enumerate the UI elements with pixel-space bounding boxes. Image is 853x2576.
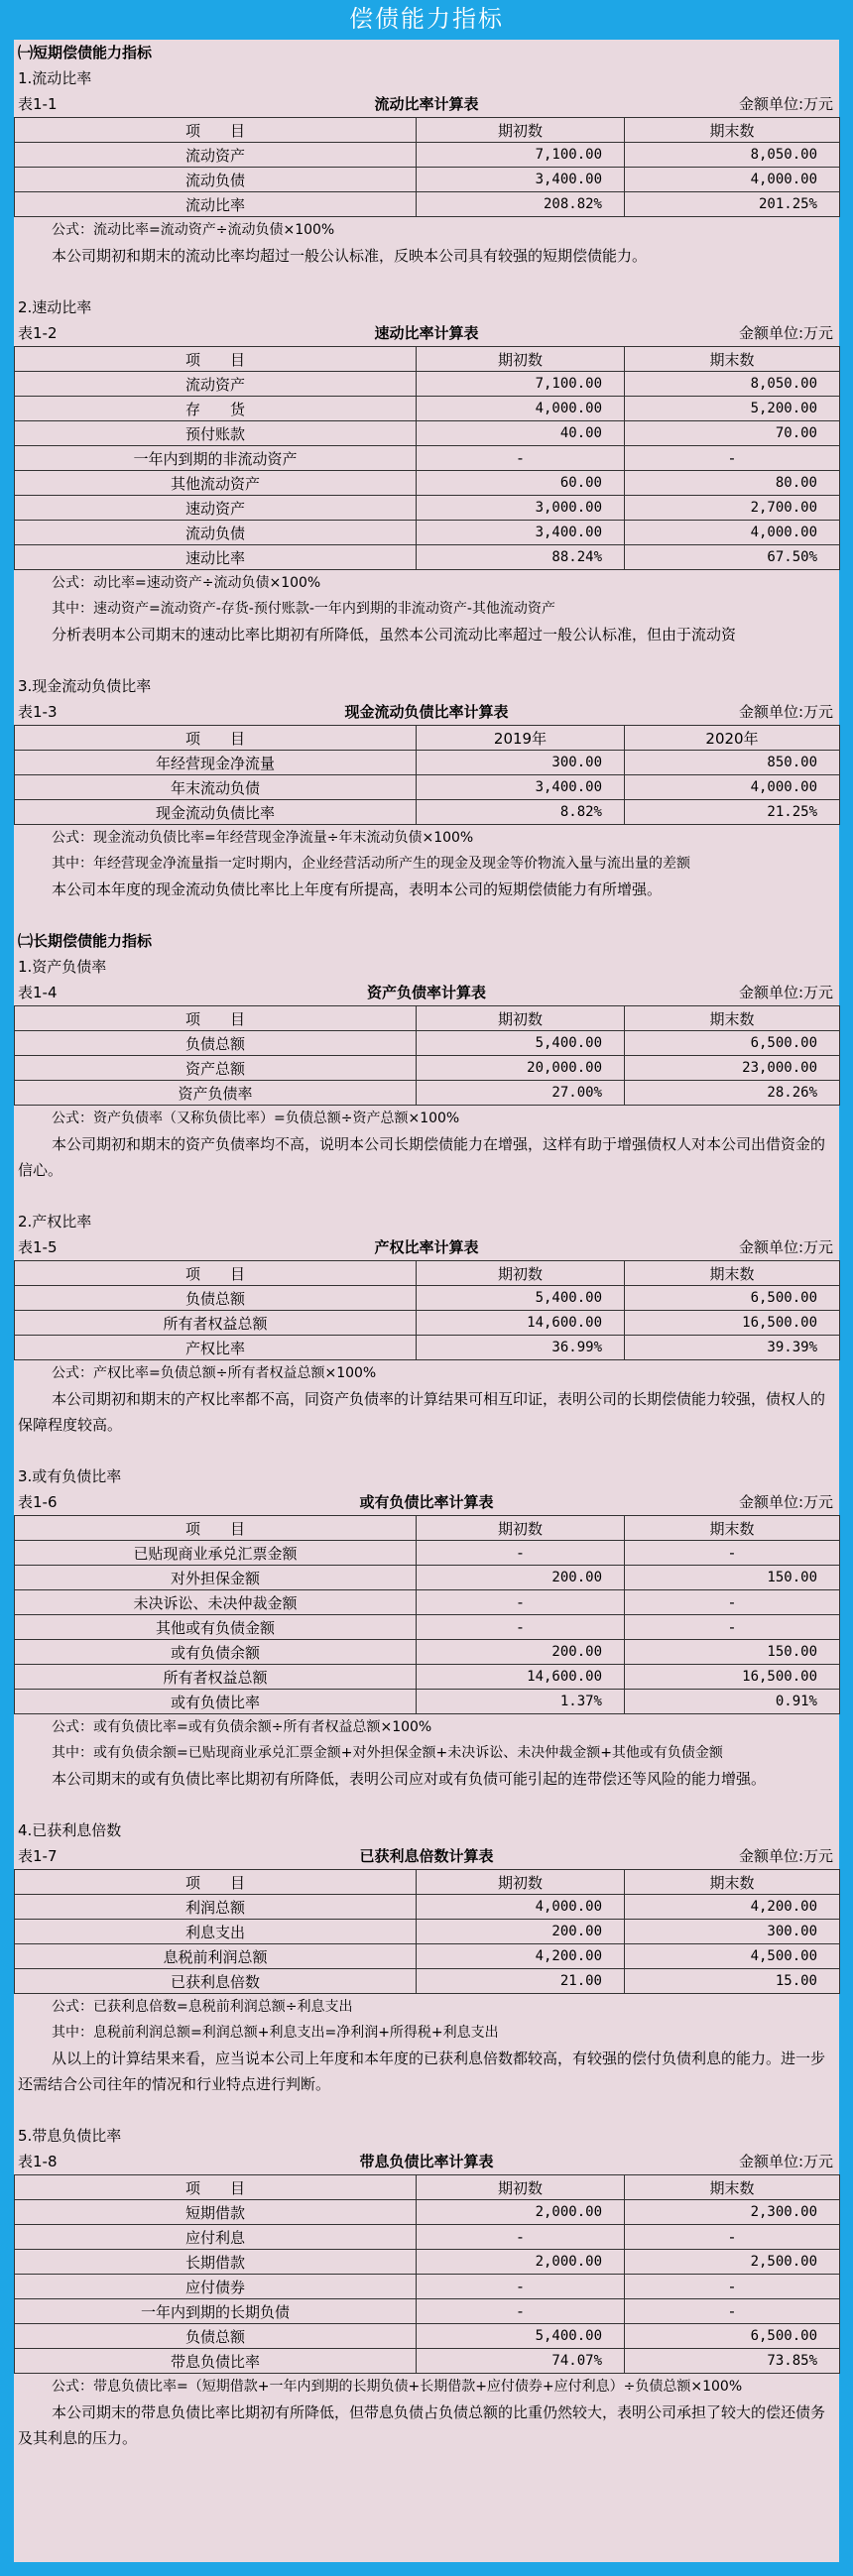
header-closing: 期末数 [625,1261,840,1286]
table-caption [14,980,839,1005]
header-item: 项 目 [15,347,417,372]
header-item: 项 目 [15,1006,417,1031]
opening-value-cell: 14,600.00 [417,1665,625,1690]
table-caption [14,320,839,346]
table-title: 已获利息倍数计算表 [359,1847,494,1865]
opening-value-cell: 200.00 [417,1566,625,1590]
row-label-cell: 产权比率 [15,1336,417,1360]
row-label-cell: 其他或有负债金额 [15,1615,417,1640]
opening-value-cell: 208.82% [417,192,625,217]
opening-value-cell: 4,200.00 [417,1944,625,1969]
closing-value-cell: 4,500.00 [625,1944,840,1969]
opening-value-cell: 300.00 [417,751,625,775]
data-table [14,346,840,570]
table-row [15,2250,840,2275]
opening-value-cell: 5,400.00 [417,2324,625,2349]
table-title: 流动比率计算表 [374,95,479,113]
closing-value-cell: 150.00 [625,1566,840,1590]
table-row [15,521,840,545]
opening-value-cell: - [417,1615,625,1640]
unit-label: 金额单位:万元 [738,1493,833,1511]
closing-value-cell: 39.39% [625,1336,840,1360]
row-label-cell: 流动比率 [15,192,417,217]
table-row [15,446,840,471]
row-label-cell: 应付利息 [15,2225,417,2250]
table-row [15,775,840,800]
formula-text: 公式：产权比率=负债总额÷所有者权益总额×100% [52,1365,377,1381]
table-row [15,1566,840,1590]
opening-value-cell: 7,100.00 [417,143,625,168]
section-heading-long-term: ㈡长期偿债能力指标 [18,932,153,950]
row-label-cell: 所有者权益总额 [15,1311,417,1336]
header-item: 项 目 [15,1261,417,1286]
table-row [15,1615,840,1640]
table-row [15,1031,840,1056]
header-item: 项 目 [15,726,417,751]
row-label-cell: 年经营现金净流量 [15,751,417,775]
table-header-row [15,2175,840,2200]
closing-value-cell: 8,050.00 [625,372,840,397]
closing-value-cell: 201.25% [625,192,840,217]
header-item: 项 目 [15,1516,417,1541]
analysis-text: 本公司期初和期末的流动比率均超过一般公认标准，反映本公司具有较强的短期偿债能力。 [52,247,648,265]
opening-value-cell: 8.82% [417,800,625,825]
row-label-cell: 流动资产 [15,143,417,168]
analysis-text: 本公司期末的或有负债比率比期初有所降低，表明公司应对或有负债可能引起的连带偿还等风险的能力增强。 [52,1770,767,1788]
row-label-cell: 流动负债 [15,521,417,545]
table-row [15,2324,840,2349]
table-header-row [15,1261,840,1286]
header-opening: 期初数 [417,2175,625,2200]
table-caption [14,699,839,725]
table-caption [14,91,839,117]
table-row [15,471,840,496]
opening-value-cell: 3,400.00 [417,775,625,800]
closing-value-cell: 73.85% [625,2349,840,2374]
document-body [14,40,839,2451]
table-number: 表1-3 [18,703,58,721]
closing-value-cell: 4,200.00 [625,1895,840,1920]
row-label-cell: 已贴现商业承兑汇票金额 [15,1541,417,1566]
opening-value-cell: 40.00 [417,421,625,446]
closing-value-cell: - [625,1590,840,1615]
closing-value-cell: 6,500.00 [625,2324,840,2349]
table-row [15,2200,840,2225]
opening-value-cell: 74.07% [417,2349,625,2374]
table-row [15,1286,840,1311]
table-caption [14,1489,839,1515]
header-opening: 期初数 [417,1870,625,1895]
row-label-cell: 利润总额 [15,1895,417,1920]
row-label-cell: 一年内到期的长期负债 [15,2299,417,2324]
table-row [15,1665,840,1690]
table-title: 资产负债率计算表 [366,984,486,1001]
item-label: 4.已获利息倍数 [18,1821,122,1839]
header-opening: 期初数 [417,1006,625,1031]
table-row [15,496,840,521]
opening-value-cell: 2,000.00 [417,2250,625,2275]
closing-value-cell: - [625,2225,840,2250]
table-number: 表1-6 [18,1493,58,1511]
row-label-cell: 流动资产 [15,372,417,397]
table-row [15,1056,840,1081]
opening-value-cell: - [417,1590,625,1615]
analysis-text: 本公司期初和期末的产权比率都不高，同资产负债率的计算结果可相互印证，表明公司的长期偿债能力较强，债权人的保障程度较高。 [18,1390,826,1434]
table-row [15,1969,840,1994]
formula-text: 公式：已获利息倍数=息税前利润总额÷利息支出 [52,1999,353,2015]
table-number: 表1-1 [18,95,58,113]
closing-value-cell: 5,200.00 [625,397,840,421]
header-opening: 期初数 [417,347,625,372]
closing-value-cell: 70.00 [625,421,840,446]
opening-value-cell: 2,000.00 [417,2200,625,2225]
table-row [15,2299,840,2324]
closing-value-cell: 4,000.00 [625,168,840,192]
table-row [15,421,840,446]
opening-value-cell: - [417,1541,625,1566]
section-heading-short-term: ㈠短期偿债能力指标 [18,44,153,61]
closing-value-cell: - [625,446,840,471]
header-opening: 期初数 [417,118,625,143]
formula-text: 公式：现金流动负债比率=年经营现金净流量÷年末流动负债×100% [52,830,474,846]
header-item: 项 目 [15,118,417,143]
opening-value-cell: 200.00 [417,1640,625,1665]
table-row [15,168,840,192]
closing-value-cell: 8,050.00 [625,143,840,168]
row-label-cell: 已获利息倍数 [15,1969,417,1994]
analysis-text: 本公司本年度的现金流动负债比率比上年度有所提高，表明本公司的短期偿债能力有所增强。 [52,880,663,898]
opening-value-cell: 21.00 [417,1969,625,1994]
formula-text: 公式：资产负债率（又称负债比率）=负债总额÷资产总额×100% [52,1111,460,1126]
header-closing: 期末数 [625,2175,840,2200]
item-label: 1.资产负债率 [18,958,107,976]
table-row [15,2225,840,2250]
row-label-cell: 其他流动资产 [15,471,417,496]
closing-value-cell: 150.00 [625,1640,840,1665]
opening-value-cell: - [417,2299,625,2324]
row-label-cell: 负债总额 [15,1286,417,1311]
table-row [15,1311,840,1336]
table-title: 现金流动负债比率计算表 [344,703,509,721]
opening-value-cell: 1.37% [417,1690,625,1714]
table-row [15,1944,840,1969]
header-closing: 期末数 [625,118,840,143]
row-label-cell: 年末流动负债 [15,775,417,800]
opening-value-cell: 20,000.00 [417,1056,625,1081]
opening-value-cell: 200.00 [417,1920,625,1944]
analysis-text: 从以上的计算结果来看，应当说本公司上年度和本年度的已获利息倍数都较高，有较强的偿付负债利息的能力。进一步还需结合公司往年的情况和行业特点进行判断。 [18,2049,826,2093]
closing-value-cell: 21.25% [625,800,840,825]
row-label-cell: 所有者权益总额 [15,1665,417,1690]
row-label-cell: 负债总额 [15,1031,417,1056]
opening-value-cell: 5,400.00 [417,1286,625,1311]
table-row [15,1920,840,1944]
data-table [14,2174,840,2374]
table-title: 速动比率计算表 [374,324,479,342]
row-label-cell: 资产总额 [15,1056,417,1081]
table-row [15,2349,840,2374]
unit-label: 金额单位:万元 [738,324,833,342]
row-label-cell: 资产负债率 [15,1081,417,1106]
note-text: 其中：年经营现金净流量指一定时期内，企业经营活动所产生的现金及现金等价物流入量与流出量的差额 [52,856,690,872]
header-closing: 期末数 [625,1870,840,1895]
closing-value-cell: - [625,1541,840,1566]
row-label-cell: 短期借款 [15,2200,417,2225]
formula-text: 公式：带息负债比率=（短期借款+一年内到期的长期负债+长期借款+应付债券+应付利息）÷负债总额×100% [52,2379,743,2395]
data-table [14,1260,840,1360]
row-label-cell: 应付债券 [15,2275,417,2299]
table-title: 带息负债比率计算表 [359,2153,494,2170]
opening-value-cell: 4,000.00 [417,1895,625,1920]
item-label: 3.或有负债比率 [18,1467,122,1485]
table-row [15,1640,840,1665]
note-text: 其中：或有负债余额=已贴现商业承兑汇票金额+对外担保金额+未决诉讼、未决仲裁金额+其他或有负债金额 [52,1745,723,1761]
table-row [15,800,840,825]
analysis-text: 分析表明本公司期末的速动比率比期初有所降低，虽然本公司流动比率超过一般公认标准，但由于流动资 [52,626,737,644]
closing-value-cell: 850.00 [625,751,840,775]
table-row [15,397,840,421]
row-label-cell: 现金流动负债比率 [15,800,417,825]
closing-value-cell: - [625,1615,840,1640]
closing-value-cell: 6,500.00 [625,1031,840,1056]
row-label-cell: 负债总额 [15,2324,417,2349]
table-row [15,1590,840,1615]
data-table [14,1005,840,1106]
table-header-row [15,1870,840,1895]
header-item: 项 目 [15,2175,417,2200]
table-title: 产权比率计算表 [374,1238,479,1256]
closing-value-cell: 28.26% [625,1081,840,1106]
row-label-cell: 未决诉讼、未决仲裁金额 [15,1590,417,1615]
formula-text: 公式：或有负债比率=或有负债余额÷所有者权益总额×100% [52,1719,432,1735]
closing-value-cell: 16,500.00 [625,1311,840,1336]
table-number: 表1-5 [18,1238,58,1256]
table-title: 或有负债比率计算表 [359,1493,494,1511]
table-number: 表1-4 [18,984,58,1001]
table-header-row [15,726,840,751]
unit-label: 金额单位:万元 [738,984,833,1001]
row-label-cell: 流动负债 [15,168,417,192]
table-header-row [15,1516,840,1541]
table-row [15,545,840,570]
table-row [15,1336,840,1360]
row-label-cell: 速动资产 [15,496,417,521]
opening-value-cell: 88.24% [417,545,625,570]
table-number: 表1-8 [18,2153,58,2170]
opening-value-cell: 14,600.00 [417,1311,625,1336]
opening-value-cell: - [417,2225,625,2250]
table-caption [14,1843,839,1869]
table-row [15,1895,840,1920]
table-row [15,1081,840,1106]
table-row [15,192,840,217]
row-label-cell: 带息负债比率 [15,2349,417,2374]
table-row [15,1541,840,1566]
table-row [15,143,840,168]
opening-value-cell: - [417,2275,625,2299]
closing-value-cell: 2,700.00 [625,496,840,521]
data-table [14,1515,840,1714]
formula-text: 公式：动比率=速动资产÷流动负债×100% [52,575,321,591]
table-row [15,1690,840,1714]
table-header-row [15,347,840,372]
closing-value-cell: 15.00 [625,1969,840,1994]
opening-value-cell: 36.99% [417,1336,625,1360]
unit-label: 金额单位:万元 [738,703,833,721]
table-header-row [15,118,840,143]
analysis-text: 本公司期初和期末的资产负债率均不高，说明本公司长期偿债能力在增强，这样有助于增强债权人对本公司出借资金的信心。 [18,1135,826,1179]
row-label-cell: 一年内到期的非流动资产 [15,446,417,471]
closing-value-cell: 0.91% [625,1690,840,1714]
formula-text: 公式：流动比率=流动资产÷流动负债×100% [52,222,335,238]
header-opening: 期初数 [417,1516,625,1541]
unit-label: 金额单位:万元 [738,2153,833,2170]
header-item: 项 目 [15,1870,417,1895]
row-label-cell: 利息支出 [15,1920,417,1944]
opening-value-cell: 5,400.00 [417,1031,625,1056]
note-text: 其中：速动资产=流动资产-存货-预付账款-一年内到期的非流动资产-其他流动资产 [52,601,555,617]
opening-value-cell: 3,400.00 [417,521,625,545]
header-year-2020: 2020年 [625,726,840,751]
table-header-row [15,1006,840,1031]
row-label-cell: 或有负债余额 [15,1640,417,1665]
opening-value-cell: 4,000.00 [417,397,625,421]
data-table [14,1869,840,1994]
closing-value-cell: 4,000.00 [625,775,840,800]
header-closing: 期末数 [625,1006,840,1031]
opening-value-cell: 60.00 [417,471,625,496]
closing-value-cell: 6,500.00 [625,1286,840,1311]
closing-value-cell: 23,000.00 [625,1056,840,1081]
row-label-cell: 速动比率 [15,545,417,570]
unit-label: 金额单位:万元 [738,95,833,113]
item-label: 3.现金流动负债比率 [18,677,152,695]
analysis-text: 本公司期末的带息负债比率比期初有所降低，但带息负债占负债总额的比重仍然较大，表明公司承担了较大的偿还债务及其利息的压力。 [18,2403,826,2447]
table-caption [14,2149,839,2174]
opening-value-cell: 7,100.00 [417,372,625,397]
header-opening: 期初数 [417,1261,625,1286]
opening-value-cell: 27.00% [417,1081,625,1106]
table-row [15,2275,840,2299]
data-table [14,117,840,217]
row-label-cell: 对外担保金额 [15,1566,417,1590]
row-label-cell: 预付账款 [15,421,417,446]
opening-value-cell: 3,400.00 [417,168,625,192]
closing-value-cell: 4,000.00 [625,521,840,545]
header-year-2019: 2019年 [417,726,625,751]
closing-value-cell: 2,300.00 [625,2200,840,2225]
row-label-cell: 长期借款 [15,2250,417,2275]
item-label: 2.速动比率 [18,298,92,316]
item-label: 1.流动比率 [18,69,92,87]
table-row [15,372,840,397]
table-row [15,751,840,775]
opening-value-cell: - [417,446,625,471]
closing-value-cell: 2,500.00 [625,2250,840,2275]
row-label-cell: 或有负债比率 [15,1690,417,1714]
closing-value-cell: 300.00 [625,1920,840,1944]
unit-label: 金额单位:万元 [738,1238,833,1256]
item-label: 2.产权比率 [18,1213,92,1230]
unit-label: 金额单位:万元 [738,1847,833,1865]
closing-value-cell: 16,500.00 [625,1665,840,1690]
item-label: 5.带息负债比率 [18,2127,122,2145]
closing-value-cell: - [625,2299,840,2324]
header-closing: 期末数 [625,347,840,372]
table-number: 表1-7 [18,1847,58,1865]
table-caption [14,1234,839,1260]
closing-value-cell: 80.00 [625,471,840,496]
row-label-cell: 存 货 [15,397,417,421]
header-closing: 期末数 [625,1516,840,1541]
note-text: 其中：息税前利润总额=利润总额+利息支出=净利润+所得税+利息支出 [52,2025,499,2041]
closing-value-cell: 67.50% [625,545,840,570]
table-number: 表1-2 [18,324,58,342]
opening-value-cell: 3,000.00 [417,496,625,521]
page-title: 偿债能力指标 [0,0,853,40]
row-label-cell: 息税前利润总额 [15,1944,417,1969]
data-table [14,725,840,825]
closing-value-cell: - [625,2275,840,2299]
